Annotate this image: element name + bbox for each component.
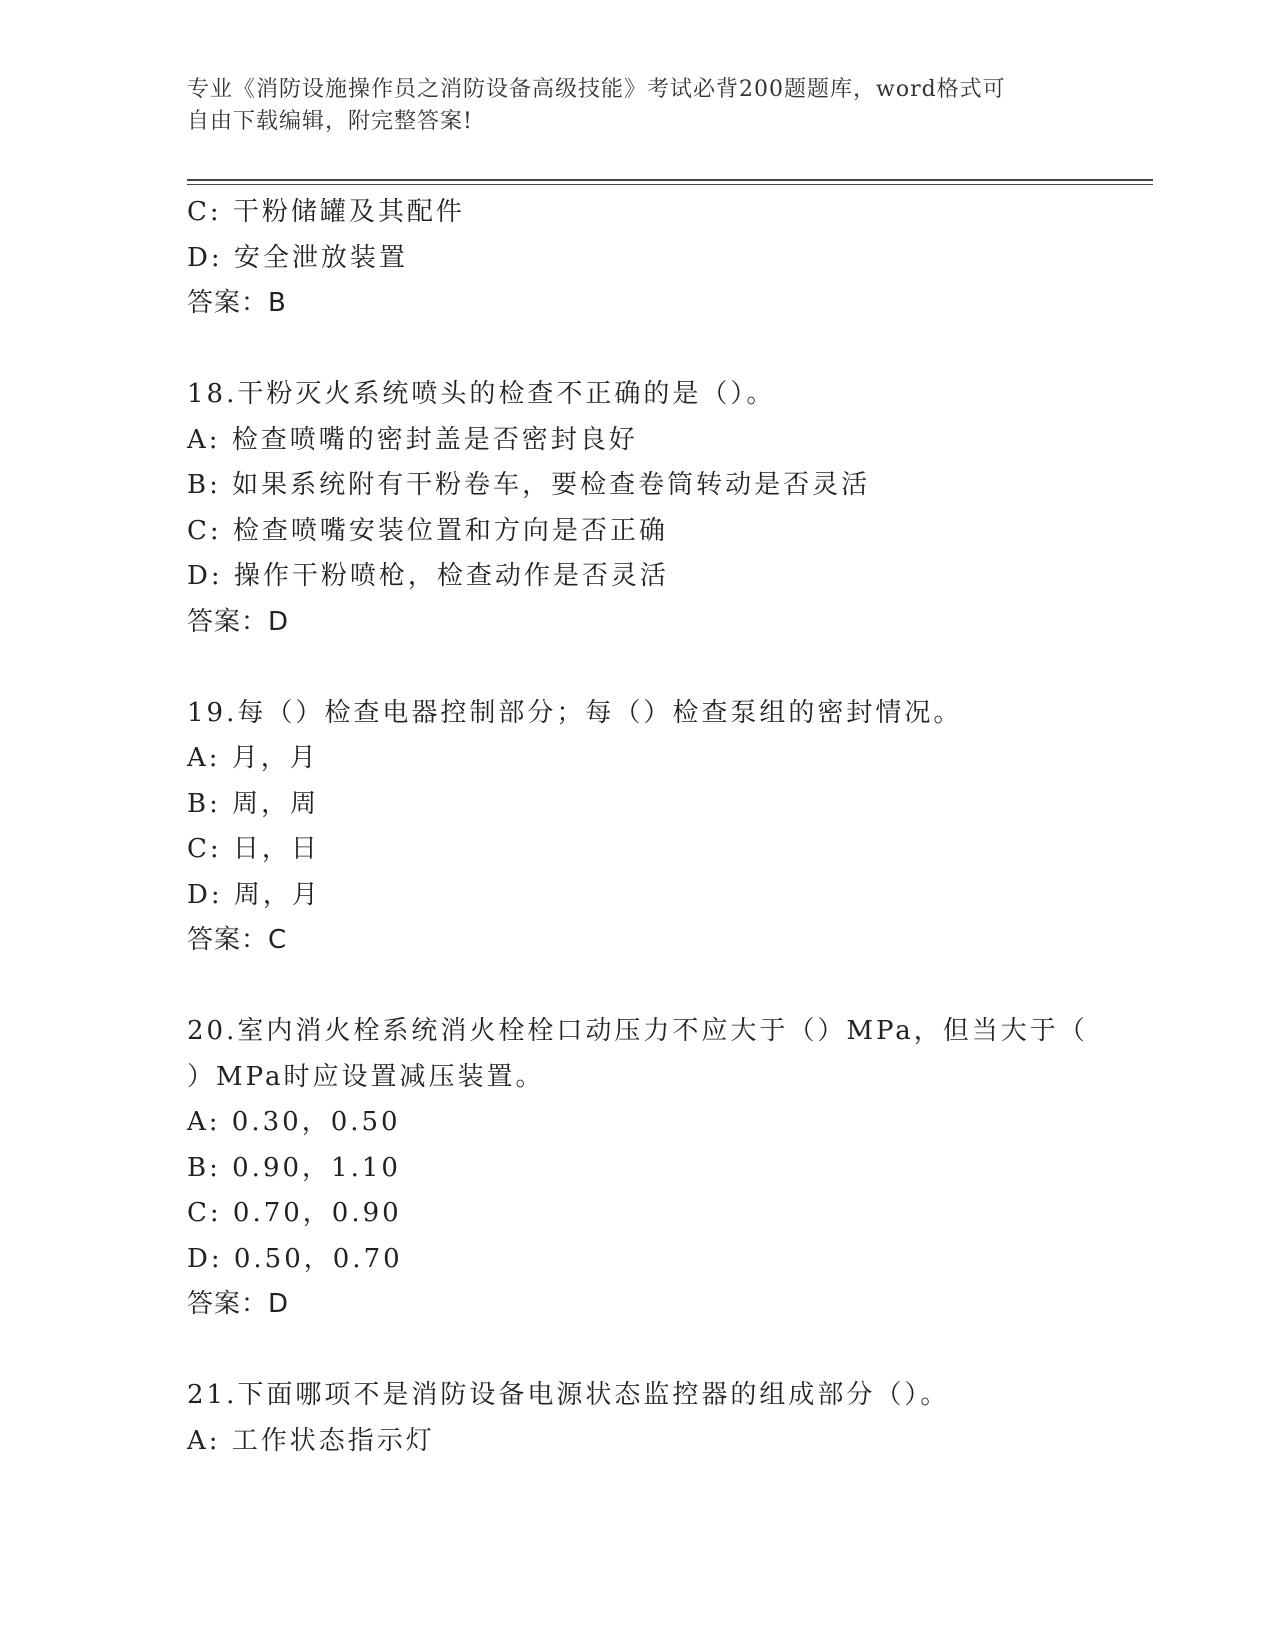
option-c: C: 0.70，0.90 (187, 1198, 402, 1228)
option-c: C: 干粉储罐及其配件 (187, 197, 465, 227)
question-18 (187, 372, 1087, 645)
question-stem: 21.下面哪项不是消防设备电源状态监控器的组成部分（）。 (187, 1380, 950, 1410)
question-stem: 19.每（）检查电器控制部分；每（）检查泵组的密封情况。 (187, 697, 963, 728)
answer: 答案：D (187, 1289, 290, 1319)
header-divider-thick (187, 179, 1153, 181)
option-a: A: 工作状态指示灯 (187, 1425, 435, 1456)
header-line-1: 专业《消防设施操作员之消防设备高级技能》考试必背200题题库，word格式可 (187, 77, 1006, 102)
question-stem: 20.室内消火栓系统消火栓栓口动压力不应大于（）MPa，但当大于（ (187, 1016, 1088, 1046)
question-19 (187, 691, 1087, 964)
option-c: C: 检查喷嘴安装位置和方向是否正确 (187, 515, 668, 546)
question-list (187, 190, 1087, 1464)
option-a: A: 月，月 (187, 743, 319, 773)
answer: 答案：D (187, 606, 290, 637)
question-21 (187, 1373, 1087, 1464)
question-stem: 18.干粉灭火系统喷头的检查不正确的是（）。 (187, 379, 776, 409)
option-d: D: 操作干粉喷枪，检查动作是否灵活 (187, 561, 669, 591)
answer: 答案：B (187, 288, 287, 318)
option-b: B: 0.90，1.10 (187, 1152, 401, 1183)
option-b: B: 周，周 (187, 788, 320, 819)
option-a: A: 0.30，0.50 (187, 1107, 401, 1137)
question-17 (187, 190, 1087, 327)
question-20 (187, 1009, 1087, 1328)
option-c: C: 日，日 (187, 834, 320, 864)
page-header (187, 74, 1087, 138)
question-stem-continued: ）MPa时应设置减压装置。 (187, 1061, 545, 1092)
option-d: D: 周，月 (187, 879, 321, 910)
header-line-2: 自由下载编辑，附完整答案! (187, 109, 473, 134)
answer: 答案：C (187, 925, 288, 955)
option-d: D: 安全泄放装置 (187, 242, 408, 273)
option-b: B: 如果系统附有干粉卷车，要检查卷筒转动是否灵活 (187, 470, 871, 500)
option-d: D: 0.50，0.70 (187, 1243, 403, 1274)
header-divider-thin (187, 184, 1153, 185)
option-a: A: 检查喷嘴的密封盖是否密封良好 (187, 424, 638, 455)
